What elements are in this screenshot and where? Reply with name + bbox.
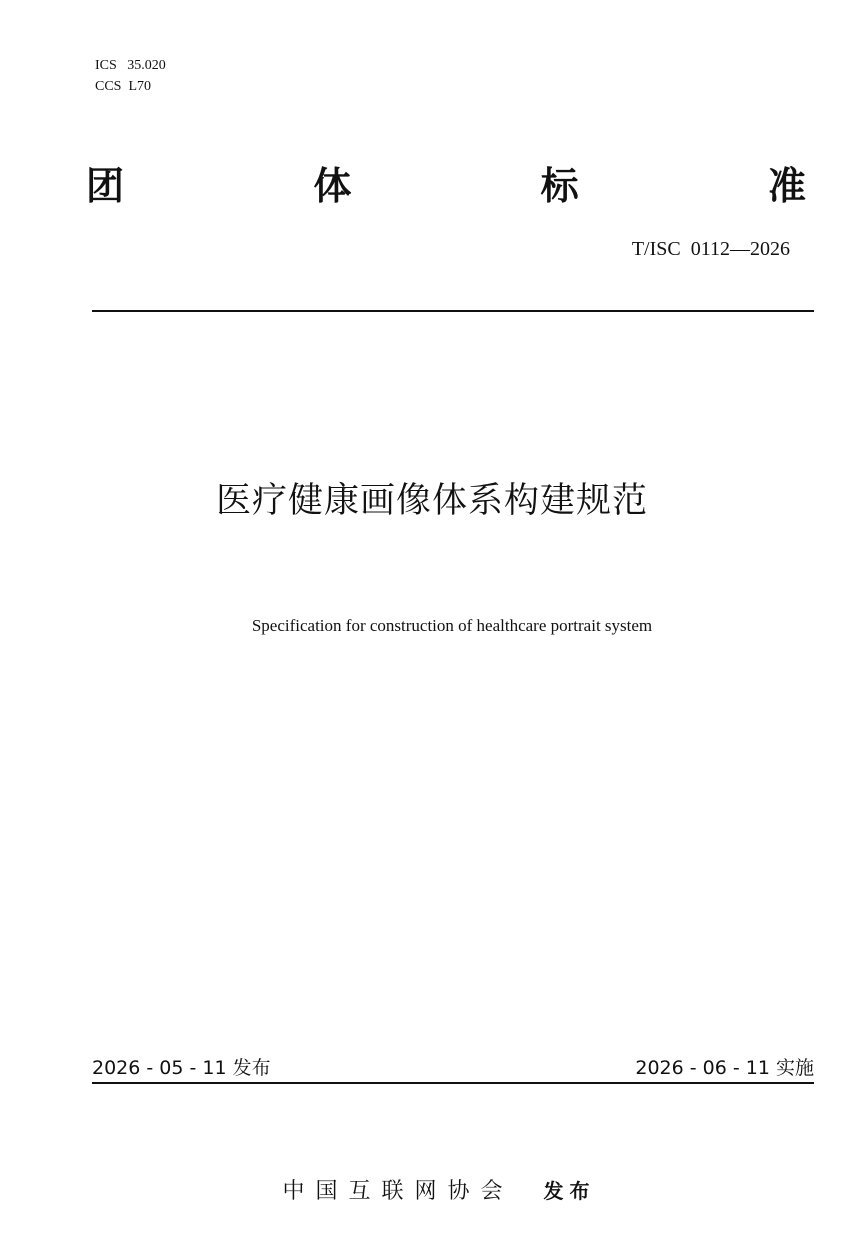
ics-value: 35.020 bbox=[127, 58, 166, 73]
publisher-line bbox=[0, 1146, 864, 1207]
publish-date: 2026 - 05 - 11 发布 bbox=[92, 1057, 271, 1079]
standard-type-char: 团 bbox=[86, 164, 125, 208]
publisher-action: 发布 bbox=[543, 1179, 596, 1203]
ics-label: ICS bbox=[95, 58, 117, 73]
standard-type-char: 体 bbox=[313, 164, 352, 208]
standard-type-char: 标 bbox=[540, 164, 579, 208]
footer-divider bbox=[92, 1082, 814, 1084]
ccs-code bbox=[88, 57, 151, 97]
header-divider bbox=[92, 310, 814, 312]
document-title-en: Specification for construction of healthcare portrait system bbox=[251, 616, 653, 635]
standard-number: T/ISC 0112—2026 bbox=[631, 238, 790, 260]
standard-type-title bbox=[86, 160, 806, 212]
implement-date: 2026 - 06 - 11 实施 bbox=[635, 1057, 814, 1079]
standard-type-char: 准 bbox=[767, 164, 806, 208]
document-title-cn: 医疗健康画像体系构建规范 bbox=[215, 481, 648, 521]
ccs-label: CCS bbox=[95, 79, 122, 94]
publisher-org: 中国互联网协会 bbox=[282, 1179, 514, 1204]
ccs-value: L70 bbox=[128, 79, 152, 94]
